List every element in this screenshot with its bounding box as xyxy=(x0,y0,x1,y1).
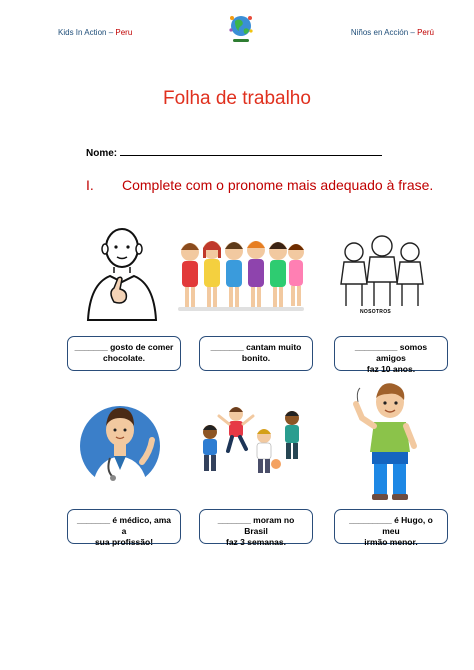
boy-waving-icon xyxy=(346,380,424,502)
sentence-box-6[interactable] xyxy=(334,509,448,547)
header-left: Kids In Action – Peru xyxy=(58,28,133,37)
page-title: Folha de trabalho xyxy=(163,88,311,109)
sentence-2-line-1: _______ cantam muito xyxy=(210,342,302,352)
sentence-1-line-1: _______ gosto de comer xyxy=(74,342,174,352)
sentence-box-3[interactable] xyxy=(334,336,448,374)
sentence-3-line-1: _________ somos amigos xyxy=(354,342,428,363)
header-left-country: Peru xyxy=(115,28,133,37)
doctor-icon xyxy=(80,392,162,492)
sentence-4-line-2: sua profissão! xyxy=(94,537,154,547)
sentence-6-line-1: _________ é Hugo, o meu xyxy=(349,515,433,536)
globe-logo-icon xyxy=(226,10,256,46)
name-field[interactable] xyxy=(86,146,382,159)
group-of-girls-icon xyxy=(176,234,306,314)
sentence-2-line-2: bonito. xyxy=(241,353,271,363)
sentence-5-line-2: faz 3 semanas. xyxy=(225,537,286,547)
kids-jumping-icon xyxy=(196,402,312,486)
sentence-box-5[interactable] xyxy=(199,509,313,547)
instruction-text: Complete com o pronome mais adequado à frase. xyxy=(122,177,434,193)
sentence-4-line-1: _______ é médico, ama a xyxy=(76,515,172,536)
header-right-brand: Niños en Acción xyxy=(350,28,409,37)
header-right-country: Perú xyxy=(417,28,434,37)
sentence-5-line-1: _______ moram no Brasil xyxy=(217,515,295,536)
header-right: Niños en Acción – Perú xyxy=(350,28,434,37)
instruction xyxy=(86,177,433,193)
sentence-3-line-2: faz 10 anos. xyxy=(366,364,416,374)
sentence-box-1[interactable] xyxy=(67,336,181,371)
sentence-box-2[interactable] xyxy=(199,336,313,371)
instruction-number: I. xyxy=(86,177,94,193)
nosotros-caption: NOSOTROS xyxy=(360,309,392,315)
header-left-brand: Kids In Action xyxy=(58,28,107,37)
sentence-box-4[interactable] xyxy=(67,509,181,547)
group-of-boys-outline-icon xyxy=(336,234,428,318)
name-label: Nome: xyxy=(86,148,118,159)
sentence-1-line-2: chocolate. xyxy=(102,353,146,363)
name-underline[interactable] xyxy=(120,146,382,156)
sentence-6-line-2: irmão menor. xyxy=(364,537,418,547)
bald-man-pointing-self-icon xyxy=(84,222,160,322)
